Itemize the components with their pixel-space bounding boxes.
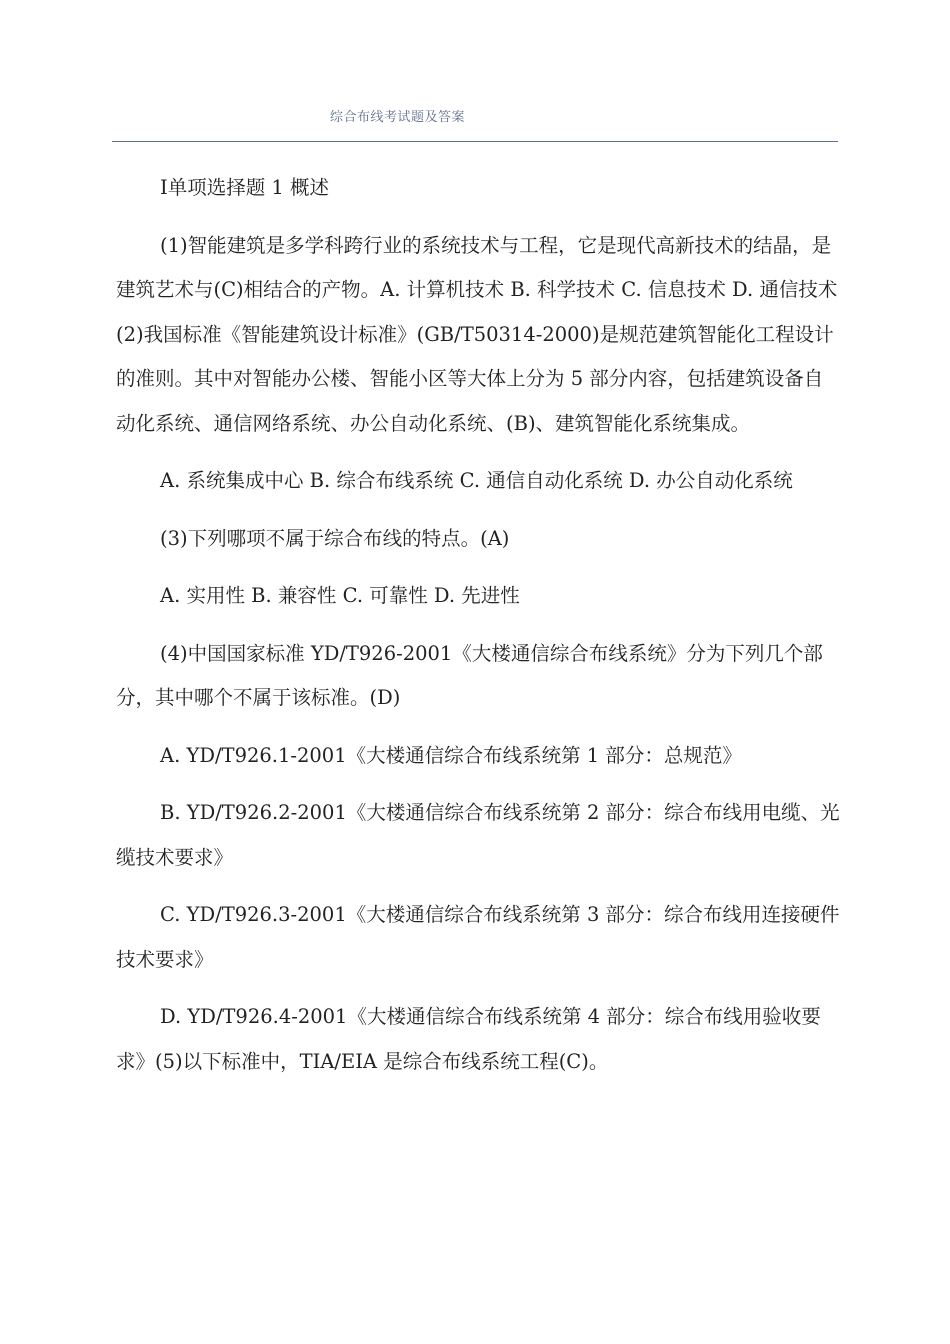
document-body — [116, 166, 840, 1097]
paragraph-option-4d: D. YD/T926.4-2001《大楼通信综合布线系统第 4 部分：综合布线用验收要求》(5)以下标准中，TIA/EIA 是综合布线系统工程(C)。 — [116, 1005, 821, 1073]
paragraph-options-3: A. 实用性 B. 兼容性 C. 可靠性 D. 先进性 — [160, 584, 520, 607]
header-divider — [112, 141, 838, 142]
header-title: 综合布线考试题及答案 — [330, 110, 466, 125]
section-heading: Ⅰ单项选择题 1 概述 — [160, 176, 330, 199]
paragraph-option-4c: C. YD/T926.3-2001《大楼通信综合布线系统第 3 部分：综合布线用连接硬件技术要求》 — [116, 903, 840, 971]
paragraph-option-4b: B. YD/T926.2-2001《大楼通信综合布线系统第 2 部分：综合布线用电缆、光缆技术要求》 — [116, 801, 840, 869]
paragraph-options-2: A. 系统集成中心 B. 综合布线系统 C. 通信自动化系统 D. 办公自动化系统 — [160, 469, 793, 492]
paragraph-question-4: (4)中国国家标准 YD/T926-2001《大楼通信综合布线系统》分为下列几个部分，其中哪个不属于该标准。(D) — [116, 641, 823, 709]
paragraph-option-4a: A. YD/T926.1-2001《大楼通信综合布线系统第 1 部分：总规范》 — [160, 743, 742, 767]
paragraph-question-1-2: (1)智能建筑是多学科跨行业的系统技术与工程，它是现代高新技术的结晶，是建筑艺术与(C)相结合的产物。A. 计算机技术 B. 科学技术 C. 信息技术 D. 通信技术(2)我国标准《智能建筑设计标准》(GB/T50314-2000)是规范建筑智能化工程设计的准则。其中对智能办公楼、智能小区等大体上分为 5 部分内容，包括建筑设备自动化系统、通信网络系统、办公自动化系统、(B)、建筑智能化系统集成。 — [116, 233, 838, 435]
paragraph-question-3: (3)下列哪项不属于综合布线的特点。(A) — [160, 526, 510, 550]
